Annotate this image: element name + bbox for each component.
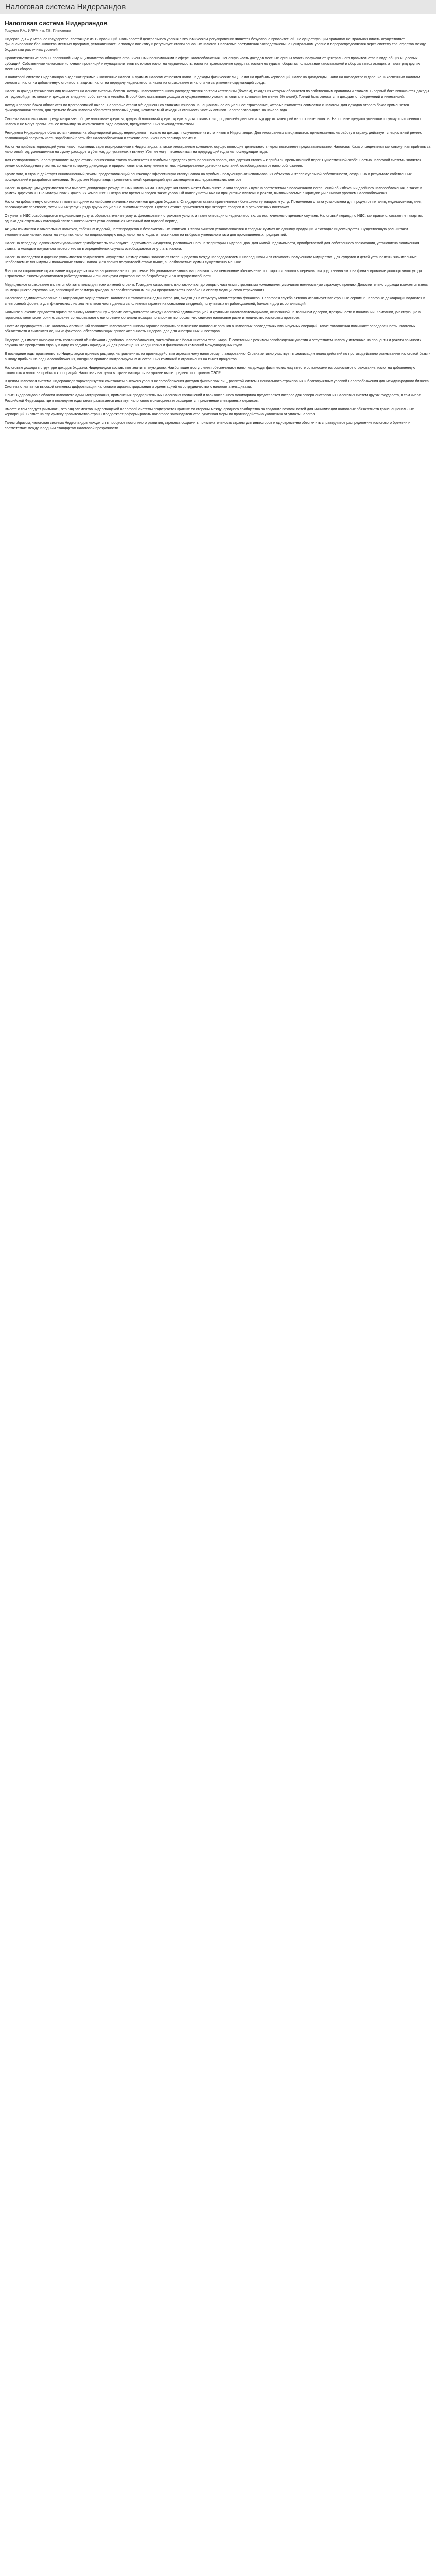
article-paragraph: Налог на передачу недвижимости уплачивает приобретатель при покупке недвижимого имущества, расположенного на территории Нидерландов. Для жилой недвижимости, приобретаемой для собственного проживания, установлена пониженная ставка, а молодые покупатели первого жилья в определённых случаях освобождаются от уплаты налога. (5, 242, 420, 251)
article-paragraph: Опыт Нидерландов в области налогового администрирования, применения предварительных налоговых соглашений и горизонтального мониторинга представляет интерес для совершенствования налоговых систем других государств, в том числе Российской Федерации, где в последние годы также развивается институт налогового мониторинга и расширяется применение электронных сервисов. (5, 394, 421, 403)
article-paragraph: Налоговые доходы в структуре доходов бюджета Нидерландов составляют значительную долю. Наибольшие поступления обеспечивают налог на доходы физических лиц вместе со взносами на социальное страхование, налог на добавленную стоимость и налог на прибыль корпораций. Налоговая нагрузка в стране находится на уровне выше среднего по странам ОЭСР. (5, 366, 415, 375)
article-paragraph: Медицинское страхование является обязательным для всех жителей страны. Граждане самостоятельно заключают договоры с частными страховыми компаниями, уплачивая номинальную страховую премию. Дополнительно с дохода взимается взнос на медицинское страхование, зависящий от размера доходов. Малообеспеченным лицам предоставляется пособие на оплату медицинского страхования. (5, 283, 428, 293)
article-paragraphs (5, 37, 431, 432)
article-source: Гошунов Р.А., ИЛРМ им. Г.В. Плеханова (5, 29, 72, 33)
article-paragraph: В целом налоговая система Нидерландов характеризуется сочетанием высокого уровня налогообложения доходов физических лиц, развитой системы социального страхования и благоприятных условий налогообложения для международного бизнеса. Система отличается высокой степенью цифровизации налогового администрирования и ориентацией на сотрудничество с налогоплательщиками. (5, 380, 430, 389)
article-body (0, 14, 436, 442)
article-paragraph: Система предварительных налоговых соглашений позволяет налогоплательщикам заранее получить разъяснение налоговых органов о налоговых последствиях планируемых операций. Такие соглашения повышают определённость налоговых обязательств и считаются одним из факторов, обеспечивающих привлекательность Нидерландов для иностранных инвесторов. (5, 325, 416, 334)
window-title-bar (0, 0, 436, 14)
article-paragraph: Налог на доходы физических лиц взимается на основе системы боксов. Доходы налогоплательщика распределяются по трём категориям (боксам), каждая из которых облагается по собственным правилам и ставкам. В первый бокс включаются доходы от трудовой деятельности и доходы от владения собственным жильём. Второй бокс охватывает доходы от существенного участия в капитале компании (не менее 5% акций). Третий бокс относится к доходам от сбережений и инвестиций. (5, 90, 429, 99)
article-paragraph: Система налоговых льгот предусматривает общие налоговые кредиты, трудовой налоговый кредит, кредиты для пожилых лиц, родителей-одиночек и ряд других категорий налогоплательщиков. Налоговые кредиты уменьшают сумму исчисленного налога и не могут превышать её величину, за исключением ряда случаев, предусмотренных законодательством. (5, 117, 421, 127)
article-paragraph: Нидерланды – унитарное государство, состоящее из 12 провинций. Роль властей центрального уровня в экономическом регулировании является безусловно приоритетной. По существующим правилам центральная власть осуществляет финансирование большинства местных программ, устанавливает налоговую политику и регулирует ставки основных налогов. Налоговые поступления сосредоточены на центральном уровне и перераспределяются через систему трансфертов между бюджетами различных уровней. (5, 38, 426, 52)
article-paragraph: Таким образом, налоговая система Нидерландов находится в процессе постоянного развития, стремясь сохранить привлекательность страны для инвесторов и одновременно обеспечить справедливое распределение налогового бремени и соответствие международным стандартам налоговой прозрачности. (5, 421, 411, 431)
article-paragraph: Вместе с тем следует учитывать, что ряд элементов нидерландской налоговой системы подвергается критике со стороны международного сообщества за создание возможностей для минимизации налоговых обязательств транснациональных корпораций. В ответ на эту критику правительство страны продолжает реформировать налоговое законодательство, усиливая меры по противодействию уклонению от уплаты налогов. (5, 407, 414, 417)
article-paragraph: Взносы на социальное страхование подразделяются на национальные и отраслевые. Национальные взносы направляются на пенсионное обеспечение по старости, выплаты пережившим родственникам и на финансирование долгосрочного ухода. Отраслевые взносы уплачиваются работодателями и финансируют страхование по безработице и по нетрудоспособности. (5, 269, 423, 279)
article-paragraph: Большое значение придаётся горизонтальному мониторингу – форме сотрудничества между налоговой администрацией и крупными налогоплательщиками, основанной на взаимном доверии, прозрачности и понимании. Компании, участвующие в горизонтальном мониторинге, заранее согласовывают с налоговыми органами позиции по спорным вопросам, что снижает налоговые риски и количество налоговых проверок. (5, 311, 421, 320)
article-paragraph: Доходы первого бокса облагаются по прогрессивной шкале. Налоговые ставки объединены со ставками взносов на национальное социальное страхование, которые взимаются совместно с налогом. Для доходов второго бокса применяется фиксированная ставка, для третьего бокса налогом облагается условный доход, исчисляемый исходя из стоимости чистых активов налогоплательщика на начало года. (5, 104, 409, 113)
article-heading: Налоговая система Нидерландов (5, 20, 108, 27)
article-paragraph: Для корпоративного налога установлены две ставки: пониженная ставка применяется к прибыли в пределах установленного порога, стандартная ставка – к прибыли, превышающей порог. Существенной особенностью налоговой системы является режим освобождения участия, согласно которому дивиденды и прирост капитала, полученные от квалифицированных дочерних компаний, освобождаются от налогообложения. (5, 159, 422, 168)
article-paragraph: Акцизы взимаются с алкогольных напитков, табачных изделий, нефтепродуктов и безалкогольных напитков. Ставки акцизов устанавливаются в твёрдых суммах на единицу продукции и ежегодно индексируются. Существенную роль играют экологические налоги: налог на энергию, налог на водопроводную воду, налог на отходы, а также налог на выбросы углекислого газа для промышленных предприятий. (5, 228, 408, 237)
window-title: Налоговая система Нидерландов (5, 3, 126, 11)
article-paragraph: Кроме того, в стране действует инновационный режим, предоставляющий пониженную эффективную ставку налога на прибыль, полученную от использования объектов интеллектуальной собственности, созданных в результате собственных исследований и разработок компании. Это делает Нидерланды привлекательной юрисдикцией для размещения исследовательских центров. (5, 173, 412, 182)
article-paragraph: В последние годы правительство Нидерландов приняло ряд мер, направленных на противодействие агрессивному налоговому планированию. Страна активно участвует в реализации плана действий по противодействию размыванию налоговой базы и выводу прибыли из-под налогообложения, внедрила правила контролируемых иностранных компаний и ограничения на вычет процентов. (5, 352, 431, 362)
article-paragraph: Налог на прибыль корпораций уплачивают компании, зарегистрированные в Нидерландах, а также иностранные компании, осуществляющие деятельность через постоянное представительство. Налоговая база определяется как совокупная прибыль за налоговый год, уменьшенная на сумму расходов и убытков, допускаемых к вычету. Убытки могут переноситься на предыдущий год и на последующие годы. (5, 145, 431, 154)
article-paragraph: От уплаты НДС освобождаются медицинские услуги, образовательные услуги, финансовые и страховые услуги, а также операции с недвижимостью, за исключением отдельных случаев. Налоговый период по НДС, как правило, составляет квартал, однако для отдельных категорий плательщиков может устанавливаться месячный или годовой период. (5, 214, 423, 223)
article-paragraph: Правительственные органы провинций и муниципалитетов обладают ограниченными полномочиями в сфере налогообложения. Основную часть доходов местные органы власти получают от центрального правительства в виде общих и целевых субсидий. Собственные налоговые источники провинций и муниципалитетов включают налог на недвижимость, налог на транспортные средства, налоги на туризм, сборы за пользование канализацией и сбор за вывоз отходов, а также ряд других местных сборов. (5, 57, 420, 72)
article-paragraph: Налог на дивиденды удерживается при выплате дивидендов резидентными компаниями. Стандартная ставка может быть снижена или сведена к нулю в соответствии с положениями соглашений об избежании двойного налогообложения, а также в рамках директивы ЕС о материнских и дочерних компаниях. С недавнего времени введён также условный налог у источника на процентные платежи и роялти, выплачиваемые в юрисдикции с низким уровнем налогообложения. (5, 186, 422, 196)
article-paragraph: Нидерланды имеют широкую сеть соглашений об избежании двойного налогообложения, заключённых с большинством стран мира. В сочетании с режимом освобождения участия и отсутствием налога у источника на проценты и роялти во многих случаях это превратило страну в одну из ведущих юрисдикций для размещения холдинговых и финансовых компаний международных групп. (5, 338, 421, 348)
article-paragraph: Налог на наследство и дарение уплачивается получателем имущества. Размер ставки зависит от степени родства между наследодателем и наследником и от стоимости полученного имущества. Для супругов и детей установлены значительные необлагаемые минимумы и пониженные ставки налога. Для прочих получателей ставки выше, а необлагаемые суммы существенно меньше. (5, 256, 417, 265)
article-paragraph: Налоговое администрирование в Нидерландах осуществляет Налоговая и таможенная администрация, входящая в структуру Министерства финансов. Налоговая служба активно использует электронные сервисы: налоговые декларации подаются в электронной форме, а для физических лиц значительная часть данных заполняется заранее на основании сведений, получаемых от работодателей, банков и других организаций. (5, 297, 425, 306)
article-paragraph: Налог на добавленную стоимость является одним из наиболее значимых источников доходов бюджета. Стандартная ставка применяется к большинству товаров и услуг. Пониженная ставка установлена для продуктов питания, медикаментов, книг, пассажирских перевозок, гостиничных услуг и ряда других социально значимых товаров. Нулевая ставка применяется при экспорте товаров и внутрисоюзных поставках. (5, 200, 422, 210)
article-paragraph: Резиденты Нидерландов облагаются налогом на общемировой доход, нерезиденты – только на доходы, полученные из источников в Нидерландах. Для иностранных специалистов, привлекаемых на работу в страну, действует специальный режим, позволяющий получать часть заработной платы без налогообложения в течение ограниченного периода времени. (5, 131, 422, 141)
document-page (0, 0, 436, 442)
article-paragraph: В налоговой системе Нидерландов выделяют прямые и косвенные налоги. К прямым налогам относятся налог на доходы физических лиц, налог на прибыль корпораций, налог на дивиденды, налог на наследство и дарение. К косвенным налогам относятся налог на добавленную стоимость, акцизы, налог на передачу недвижимости, налог на страхование и налоги на загрязнение окружающей среды. (5, 76, 420, 85)
